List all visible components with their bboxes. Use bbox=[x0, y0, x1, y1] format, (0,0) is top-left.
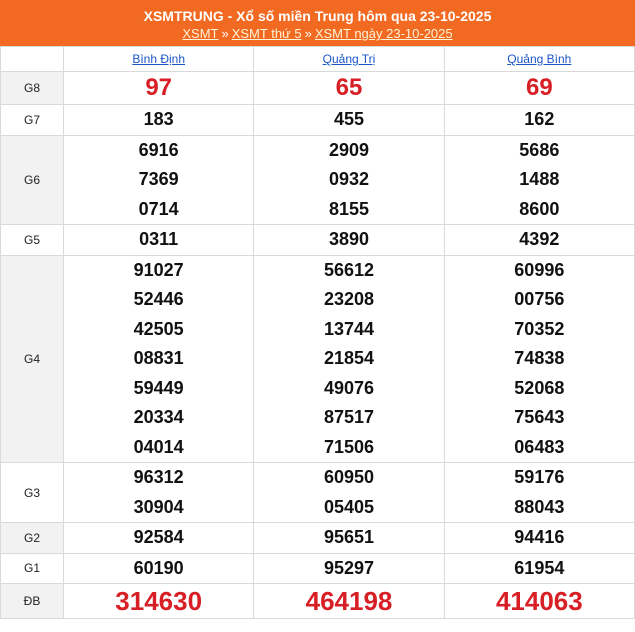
prize-number: 49076 bbox=[323, 377, 375, 398]
prize-number: 23208 bbox=[323, 289, 375, 309]
prize-label: G7 bbox=[1, 105, 64, 136]
prize-number: 0714 bbox=[138, 198, 179, 219]
prize-cell bbox=[64, 105, 254, 136]
province-header-row bbox=[1, 47, 635, 72]
province-header bbox=[254, 47, 444, 72]
prize-label: G1 bbox=[1, 553, 64, 584]
prize-number: 4392 bbox=[519, 229, 560, 249]
prize-row bbox=[1, 523, 635, 554]
prize-cell bbox=[444, 523, 634, 554]
prize-number: 75643 bbox=[514, 407, 565, 427]
prize-cell bbox=[254, 72, 444, 105]
prize-number: 97 bbox=[145, 74, 173, 101]
prize-number: 74838 bbox=[514, 348, 565, 368]
prize-row bbox=[1, 553, 635, 584]
prize-number: 52068 bbox=[514, 377, 565, 398]
prize-cell bbox=[254, 553, 444, 584]
prize-column-header bbox=[1, 47, 64, 72]
prize-number: 91027 bbox=[133, 259, 184, 280]
prize-label: G5 bbox=[1, 225, 64, 256]
prize-number: 3890 bbox=[328, 229, 370, 249]
prize-label: G2 bbox=[1, 523, 64, 554]
prize-cell bbox=[444, 584, 634, 619]
results-table bbox=[0, 46, 635, 619]
prize-cell bbox=[254, 255, 444, 463]
prize-number: 52446 bbox=[133, 289, 184, 309]
prize-label: G3 bbox=[1, 463, 64, 523]
prize-number: 59176 bbox=[514, 467, 565, 487]
prize-label: G8 bbox=[1, 72, 64, 105]
prize-number: 162 bbox=[524, 109, 555, 129]
prize-cell bbox=[444, 463, 634, 523]
prize-row bbox=[1, 255, 635, 463]
prize-number: 60950 bbox=[323, 467, 375, 487]
prize-number: 30904 bbox=[133, 496, 184, 517]
breadcrumb-xsmt-link[interactable]: XSMT bbox=[182, 26, 219, 41]
prize-number: 70352 bbox=[514, 318, 565, 339]
prize-number: 00756 bbox=[514, 289, 565, 309]
prize-number: 6916 bbox=[138, 139, 179, 160]
page-title: XSMTRUNG - Xổ số miền Trung hôm qua 23-10-2025 bbox=[143, 8, 492, 24]
province-link-binh-dinh[interactable]: Bình Định bbox=[132, 52, 186, 66]
prize-number: 414063 bbox=[495, 586, 583, 616]
prize-number: 8600 bbox=[519, 198, 560, 219]
prize-number: 96312 bbox=[133, 467, 184, 487]
prize-number: 183 bbox=[143, 109, 174, 129]
prize-row bbox=[1, 584, 635, 619]
prize-cell bbox=[64, 225, 254, 256]
prize-number: 06483 bbox=[514, 436, 565, 457]
prize-number: 04014 bbox=[133, 436, 184, 457]
prize-cell bbox=[254, 135, 444, 225]
breadcrumb-date-link[interactable]: XSMT ngày 23-10-2025 bbox=[314, 26, 453, 41]
prize-number: 08831 bbox=[133, 348, 184, 368]
prize-cell bbox=[254, 584, 444, 619]
prize-cell bbox=[444, 72, 634, 105]
prize-number: 56612 bbox=[323, 259, 375, 280]
prize-number: 60996 bbox=[514, 259, 565, 280]
prize-number: 61954 bbox=[514, 557, 565, 578]
prize-number: 7369 bbox=[138, 169, 179, 189]
breadcrumb-weekday-link[interactable]: XSMT thứ 5 bbox=[231, 26, 302, 41]
prize-number: 1488 bbox=[519, 169, 560, 189]
prize-body bbox=[1, 72, 635, 619]
prize-number: 69 bbox=[525, 74, 553, 101]
prize-cell bbox=[64, 255, 254, 463]
breadcrumb bbox=[0, 25, 635, 42]
breadcrumb-separator: » bbox=[304, 26, 312, 41]
prize-cell bbox=[64, 463, 254, 523]
prize-number: 21854 bbox=[323, 348, 375, 368]
page-header bbox=[0, 0, 635, 46]
prize-row bbox=[1, 135, 635, 225]
prize-number: 0932 bbox=[328, 169, 370, 189]
prize-cell bbox=[64, 72, 254, 105]
prize-number: 05405 bbox=[323, 496, 375, 517]
prize-number: 20334 bbox=[133, 407, 184, 427]
prize-cell bbox=[64, 584, 254, 619]
prize-cell bbox=[64, 135, 254, 225]
prize-row bbox=[1, 463, 635, 523]
prize-cell bbox=[254, 105, 444, 136]
prize-cell bbox=[444, 225, 634, 256]
province-link-quang-binh[interactable]: Quảng Bình bbox=[507, 52, 572, 66]
prize-number: 13744 bbox=[323, 318, 375, 339]
prize-number: 0311 bbox=[139, 229, 179, 249]
prize-number: 94416 bbox=[514, 527, 565, 547]
prize-number: 87517 bbox=[323, 407, 375, 427]
prize-cell bbox=[254, 225, 444, 256]
prize-cell bbox=[444, 105, 634, 136]
prize-number: 455 bbox=[333, 109, 365, 129]
prize-cell bbox=[444, 255, 634, 463]
prize-number: 65 bbox=[335, 74, 363, 101]
prize-cell bbox=[444, 553, 634, 584]
prize-number: 71506 bbox=[323, 436, 375, 457]
prize-number: 60190 bbox=[133, 557, 184, 578]
prize-number: 95297 bbox=[323, 557, 375, 578]
prize-cell bbox=[444, 135, 634, 225]
prize-number: 95651 bbox=[323, 527, 375, 547]
province-header bbox=[64, 47, 254, 72]
prize-cell bbox=[64, 553, 254, 584]
prize-number: 8155 bbox=[328, 198, 370, 219]
prize-number: 42505 bbox=[133, 318, 184, 339]
prize-cell bbox=[254, 523, 444, 554]
breadcrumb-separator: » bbox=[221, 26, 229, 41]
prize-number: 92584 bbox=[133, 527, 184, 547]
prize-number: 59449 bbox=[133, 377, 184, 398]
prize-number: 2909 bbox=[328, 139, 370, 160]
prize-cell bbox=[64, 523, 254, 554]
prize-row bbox=[1, 105, 635, 136]
province-link-quang-tri[interactable]: Quảng Trị bbox=[322, 52, 376, 66]
prize-number: 464198 bbox=[305, 586, 393, 616]
prize-label: G6 bbox=[1, 135, 64, 225]
prize-label: ĐB bbox=[1, 584, 64, 619]
prize-cell bbox=[254, 463, 444, 523]
prize-label: G4 bbox=[1, 255, 64, 463]
prize-row bbox=[1, 225, 635, 256]
prize-row bbox=[1, 72, 635, 105]
prize-number: 88043 bbox=[514, 496, 565, 517]
prize-number: 5686 bbox=[519, 139, 560, 160]
prize-number: 314630 bbox=[115, 586, 203, 616]
province-header bbox=[444, 47, 634, 72]
